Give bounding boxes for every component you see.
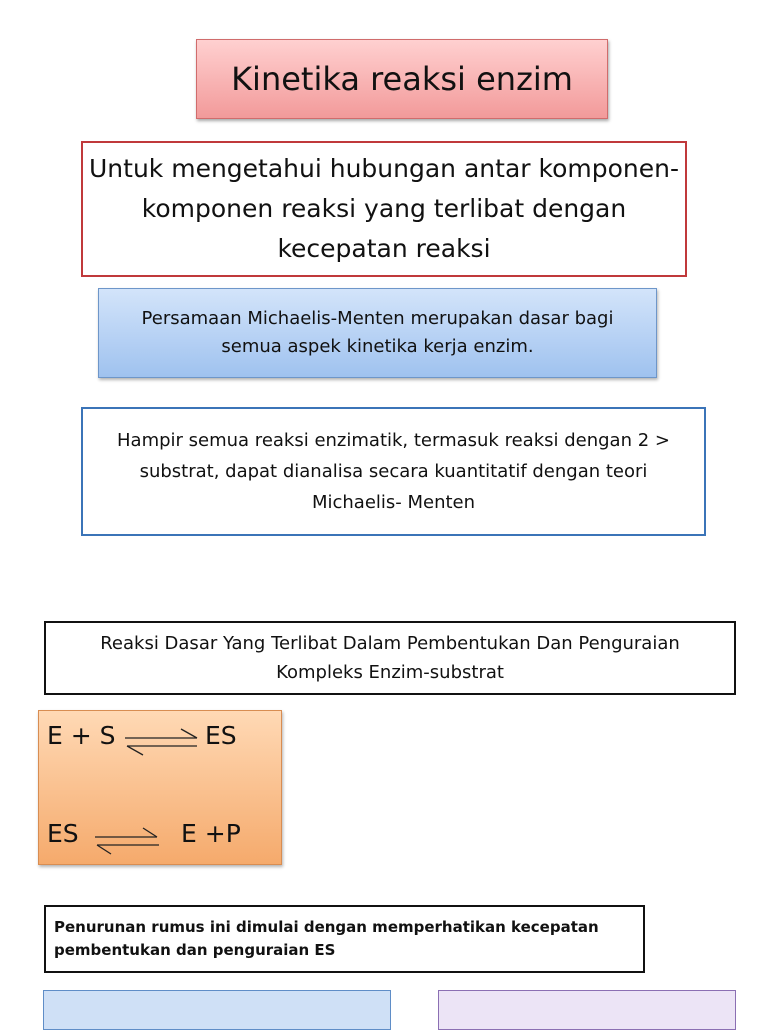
- slide-title: [196, 39, 608, 119]
- derivation-box: [44, 905, 645, 973]
- eq1-right: ES: [205, 721, 237, 750]
- formula-box-left: [43, 990, 391, 1030]
- eq1-left: E + S: [47, 721, 116, 750]
- analysis-text: Hampir semua reaksi enzimatik, termasuk reaksi dengan 2 > substrat, dapat dianalisa secara kuantitatif dengan teori Michaelis- Menten: [117, 430, 670, 513]
- purpose-box: [81, 141, 687, 277]
- purpose-text: Untuk mengetahui hubungan antar komponen-komponen reaksi yang terlibat dengan kecepatan reaksi: [89, 154, 679, 263]
- michaelis-menten-text: Persamaan Michaelis-Menten merupakan dasar bagi semua aspek kinetika kerja enzim.: [141, 308, 614, 357]
- basic-reaction-text: Reaksi Dasar Yang Terlibat Dalam Pembentukan Dan Penguraian Kompleks Enzim-substrat: [100, 633, 680, 683]
- slide-title-text: Kinetika reaksi enzim: [231, 60, 573, 98]
- equilibrium-arrows-icon: [91, 823, 163, 859]
- reaction-equations-box: [38, 710, 282, 865]
- formula-box-right: [438, 990, 736, 1030]
- derivation-text: Penurunan rumus ini dimulai dengan memperhatikan kecepatan pembentukan dan penguraian ES: [54, 918, 599, 959]
- equilibrium-arrows-icon: [121, 725, 203, 759]
- eq2-left: ES: [47, 819, 79, 848]
- eq2-right: E +P: [181, 819, 241, 848]
- basic-reaction-heading: [44, 621, 736, 695]
- michaelis-menten-box: [98, 288, 657, 378]
- analysis-box: [81, 407, 706, 536]
